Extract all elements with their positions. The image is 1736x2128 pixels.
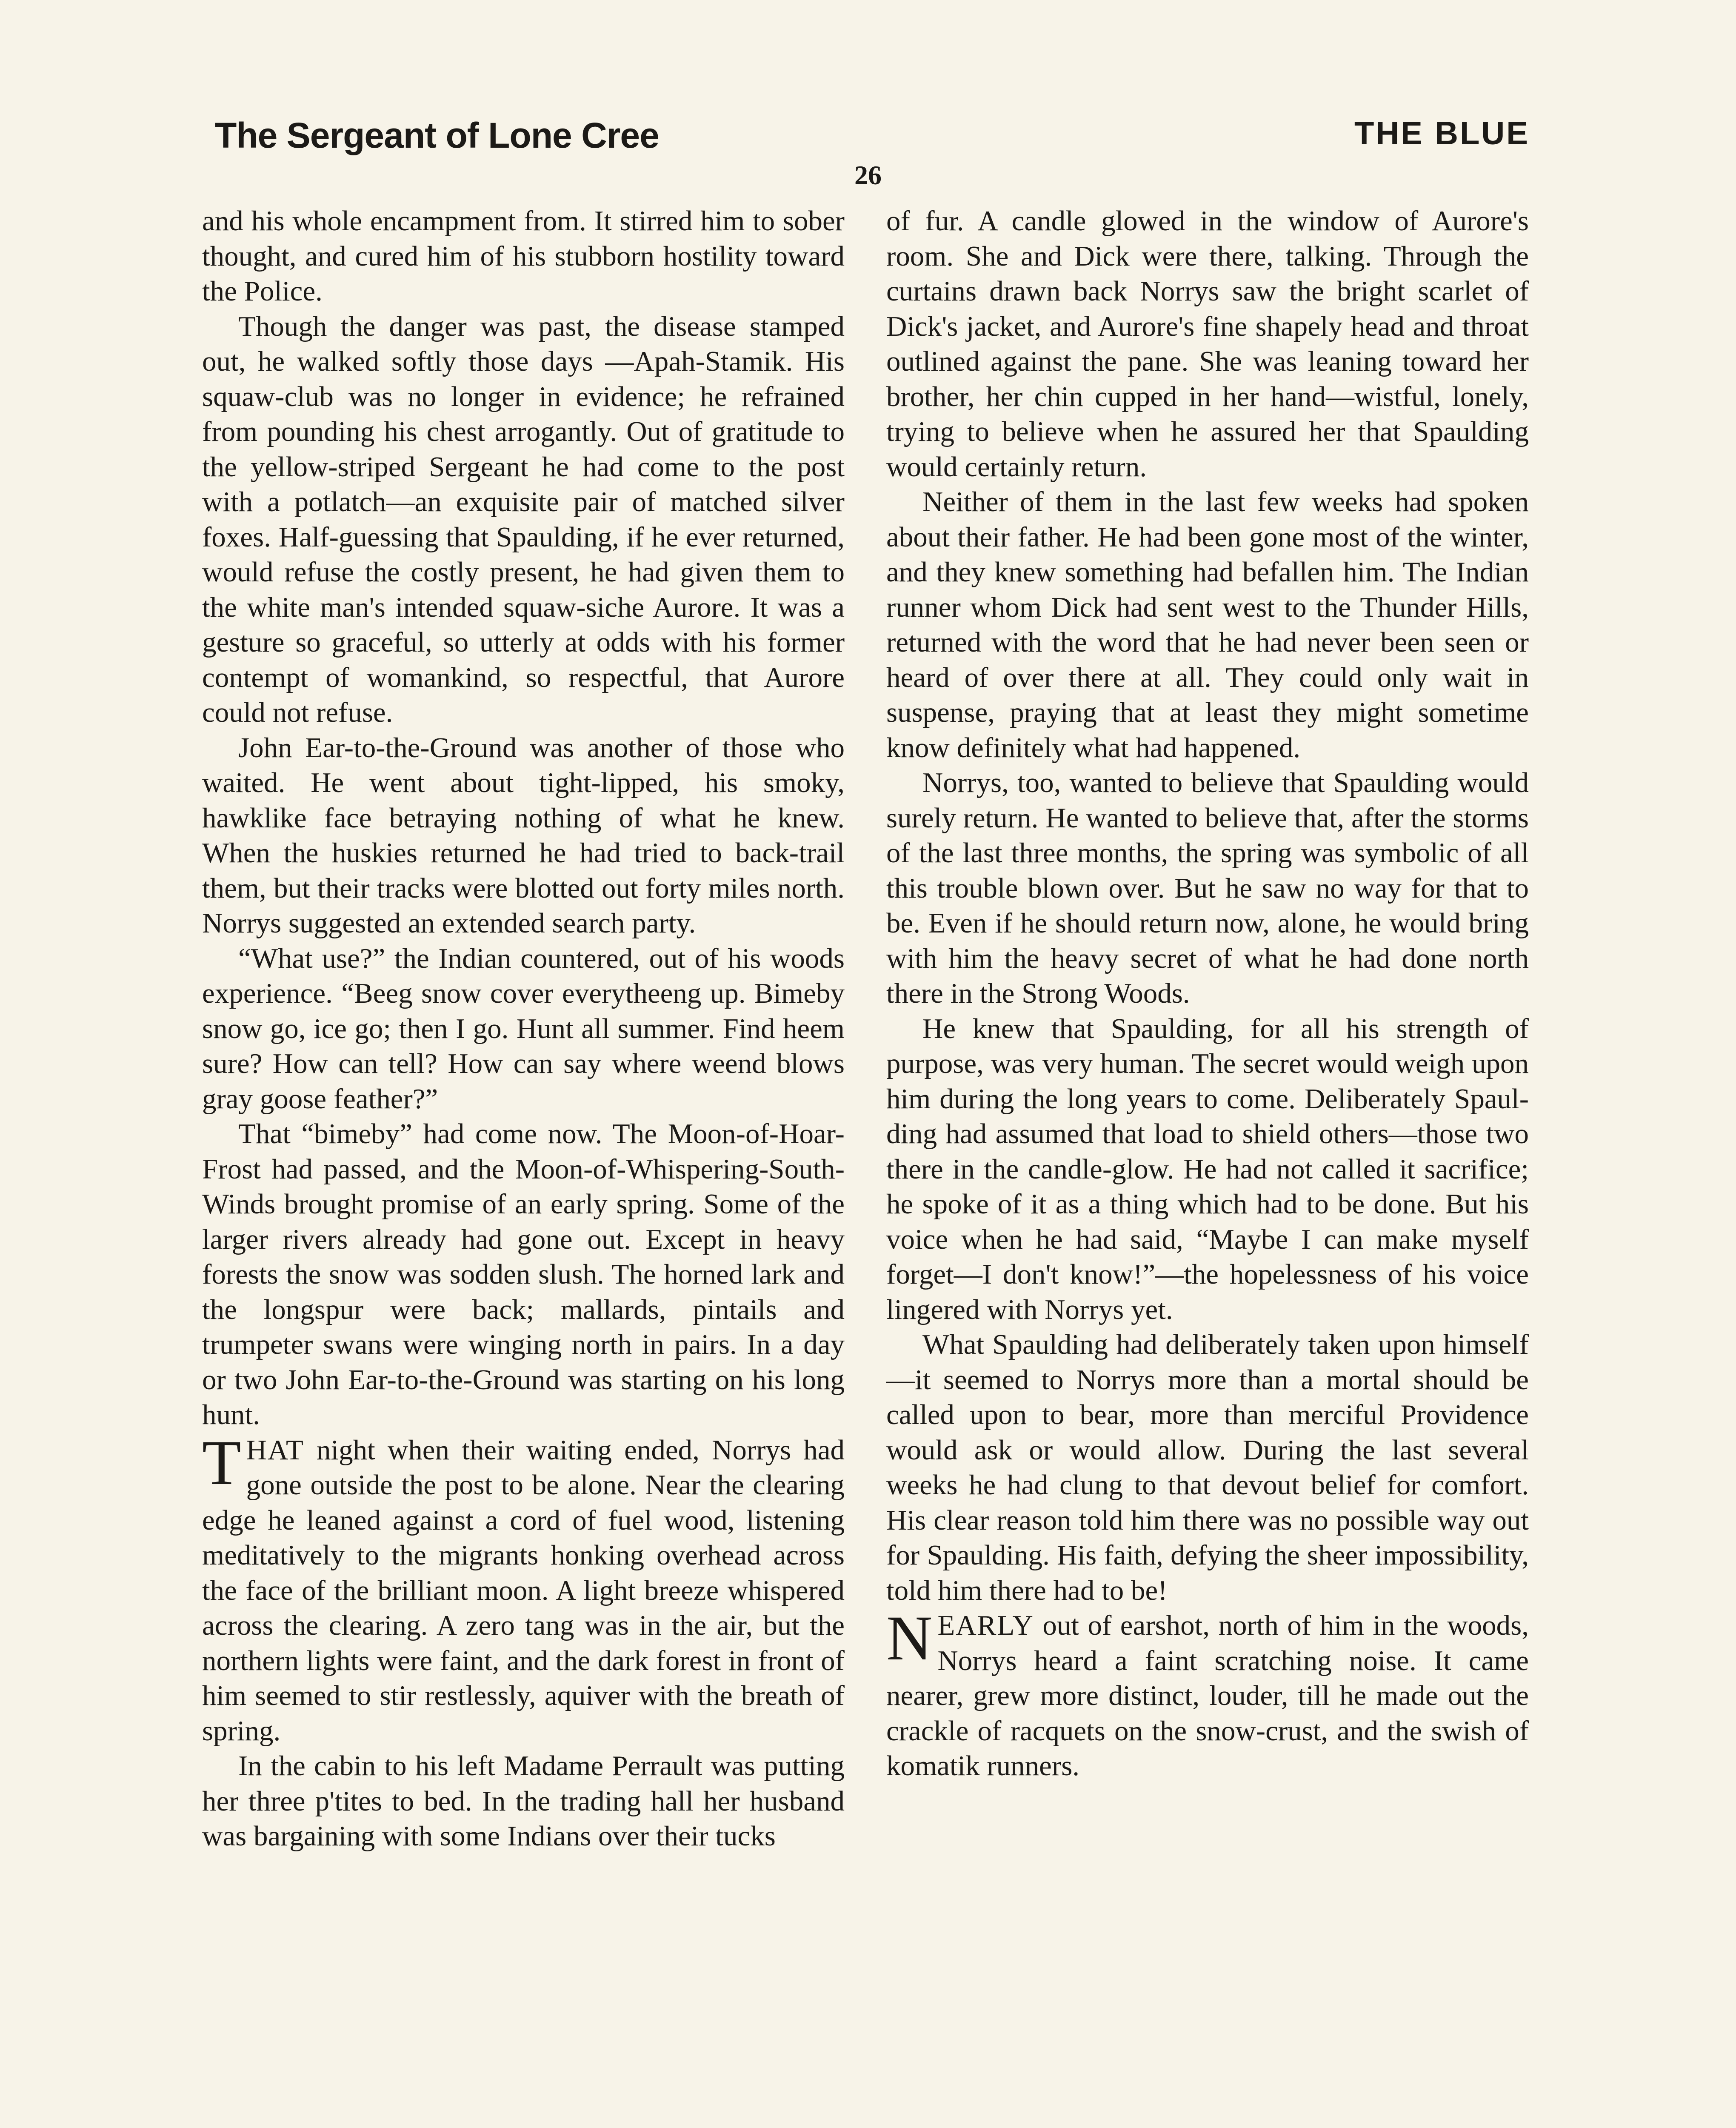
paragraph: Norrys, too, wanted to believe that Spaulding would surely return. He wanted to believe that, after the storms of the last three months, the spring was symbolic of all this trouble blown over. But he saw no way for that to be. Even if he should return now, alone, he would bring with him the heavy secret of what he had done north there in the Strong Woods. — [886, 767, 1529, 1009]
section-text: night when their waiting ended, Norrys had gone outside the post to be alone. Near the clearing edge he leaned against a cord of fuel wood, listening meditatively to the migrants honking overhead across the face of the brilliant moon. A light breeze whispered across the clearing. A zero tang was in the air, but the northern lights were faint, and the dark forest in front of him seemed to stir restlessly, aquiver with the breath of spring. — [202, 1434, 845, 1747]
story-title: The Sergeant of Lone Cree — [215, 115, 659, 155]
paragraph: He knew that Spaulding, for all his strength of purpose, was very human. The secret would weigh upon him during the long years to come. Deliberately Spaulding had assumed that load to shield others—those two there in the candle-glow. He had not called it sacrifice; he spoke of it as a thing which had to be done. But his voice when he had said, “Maybe I can make myself forget—I don't know!”—the hopelessness of his voice lingered with Norrys yet. — [886, 1013, 1529, 1325]
paragraph: That “bimeby” had come now. The Moon-of-Hoar-Frost had passed, and the Moon-of-Whispering-South-Winds brought promise of an early spring. Some of the larger rivers already had gone out. Except in heavy forests the snow was sodden slush. The horned lark and the longspur were back; mallards, pintails and trumpeter swans were winging north in pairs. In a day or two John Ear-to-the-Ground was starting on his long hunt. — [202, 1118, 845, 1430]
paragraph: “What use?” the Indian countered, out of his woods experience. “Beeg snow cover everytheeng up. Bimeby snow go, ice go; then I go. Hunt all summer. Find heem sure? How can tell? How can say where weend blows gray goose feather?” — [202, 942, 845, 1115]
drop-cap: N — [886, 1603, 933, 1673]
right-column — [886, 203, 1529, 1784]
drop-cap: T — [202, 1427, 241, 1498]
paragraph: In the cabin to his left Madame Perrault was putting her three p'tites to bed. In the trading hall her husband was bargaining with some Indians over their tucks — [202, 1750, 845, 1852]
section-text: out of earshot, north of him in the woods, Norrys heard a faint scratching noise. It came nearer, grew more distinct, louder, till he made out the crackle of racquets on the snow-crust, and the swish of komatik runners. — [886, 1610, 1529, 1782]
magazine-name: THE BLUE — [1354, 115, 1530, 152]
paragraph: What Spaulding had deliberately taken upon himself—it seemed to Norrys more than a mortal should be called upon to bear, more than merciful Providence would ask or would allow. During the last several weeks he had clung to that devout belief for comfort. His clear reason told him there was no possible way out for Spaulding. His faith, defying the sheer impossibility, told him there had to be! — [886, 1329, 1529, 1606]
paragraph: Though the danger was past, the disease stamped out, he walked softly those days —Apah-Stamik. His squaw-club was no longer in evidence; he refrained from pounding his chest arrogantly. Out of gratitude to the yellow-striped Sergeant he had come to the post with a potlatch—an exquisite pair of matched silver foxes. Half-guessing that Spaulding, if he ever returned, would refuse the costly present, he had given them to the white man's intended squaw-siche Aurore. It was a gesture so graceful, so utterly at odds with his former contempt of womankind, so respectful, that Aurore could not refuse. — [202, 310, 845, 728]
section-lead-in: EARLY — [937, 1610, 1034, 1641]
paragraph: Neither of them in the last few weeks had spoken about their father. He had been gone most of the winter, and they knew something had befallen him. The Indian runner whom Dick had sent west to the Thunder Hills, returned with the word that he had never been seen or heard of over there at all. They could only wait in suspense, praying that at least they might sometime know definitely what had happened. — [886, 486, 1529, 764]
section-lead-in: HAT — [246, 1434, 304, 1466]
page-number: 26 — [854, 160, 882, 190]
paragraph: of fur. A candle glowed in the window of Aurore's room. She and Dick were there, talking. Through the curtains drawn back Norrys saw the bright scarlet of Dick's jacket, and Aurore's fine shapely head and throat outlined against the pane. She was leaning toward her brother, her chin cupped in her hand—wistful, lonely, trying to believe when he assured her that Spaulding would certainly return. — [886, 205, 1529, 483]
left-column — [202, 203, 845, 1854]
paragraph: John Ear-to-the-Ground was another of those who waited. He went about tight-lipped, his smoky, hawklike face betraying nothing of what he knew. When the huskies returned he had tried to back-trail them, but their tracks were blotted out forty miles north. Norrys suggested an extended search party. — [202, 732, 845, 939]
section-opening-paragraph — [886, 1603, 1529, 1784]
section-opening-paragraph — [202, 1427, 845, 1749]
paragraph: and his whole encampment from. It stirred him to sober thought, and cured him of his stubborn hostility toward the Police. — [202, 205, 845, 307]
